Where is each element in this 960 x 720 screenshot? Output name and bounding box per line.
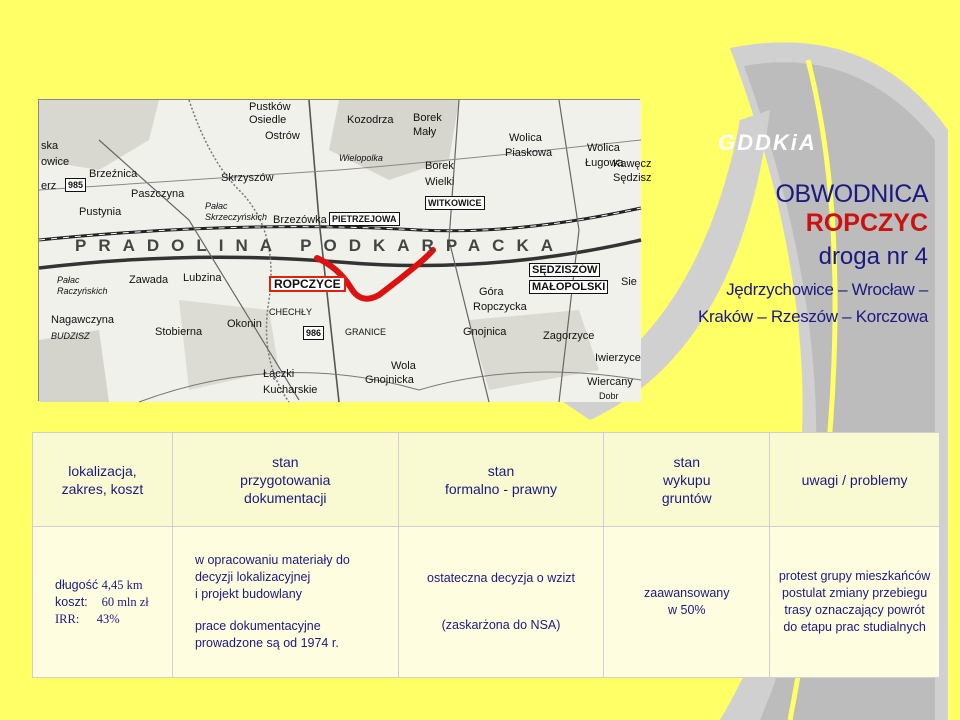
- cell-land-purchase: zaawansowany w 50%: [604, 527, 770, 678]
- cell-location: [33, 527, 173, 678]
- map-label: Łączki: [263, 368, 295, 380]
- map-label: Wielki: [425, 176, 455, 188]
- map-label: Zawada: [129, 274, 169, 286]
- map-label: Pałac: [57, 275, 80, 285]
- map-label: BUDZISZ: [51, 331, 90, 341]
- table-header-row: [33, 433, 940, 527]
- map-label: Zagorzyce: [543, 330, 595, 342]
- map-label: Góra: [479, 286, 504, 298]
- title-line2: ROPCZYC: [805, 209, 928, 237]
- cell-documentation: w opracowaniu materiały do decyzji lokalizacyjnej i projekt budowlany prace dokumentacyjne prowadzone są od 1974 r.: [172, 527, 398, 678]
- map-label: Sędzisz: [613, 172, 652, 184]
- map-label: Ropczycka: [473, 301, 527, 313]
- location-map: [38, 99, 652, 401]
- table-row: [33, 527, 940, 678]
- map-label: MAŁOPOLSKI: [529, 280, 608, 294]
- gddkia-logo: GDDKiA: [718, 130, 817, 155]
- map-label: Dobr: [599, 391, 619, 401]
- map-label: Paszczyna: [131, 188, 185, 200]
- ropczyce-label: ROPCZYCE: [269, 276, 346, 292]
- map-label: Mały: [413, 126, 437, 138]
- map-label: Iwierzyce: [595, 352, 641, 364]
- cell-notes: protest grupy mieszkańców postulat zmiany przebiegu trasy oznaczający powrót do etapu prac studialnych: [770, 527, 940, 678]
- title-block: [668, 180, 928, 328]
- map-label: Okonin: [227, 318, 262, 330]
- header-notes: uwagi / problemy: [770, 433, 940, 527]
- status-table: [32, 432, 940, 678]
- map-label: Pustynia: [79, 206, 122, 218]
- map-label: PIETRZEJOWA: [329, 212, 400, 226]
- header-documentation: stan przygotowania dokumentacji: [172, 433, 398, 527]
- irr-value: 43%: [96, 611, 120, 626]
- route-line2: Kraków – Rzeszów – Korczowa: [698, 307, 928, 326]
- length-label: długość: [55, 577, 99, 592]
- map-label: Skrzyszów: [221, 172, 274, 184]
- map-label: Stobierna: [155, 326, 203, 338]
- cost-value: 60 mln zł: [101, 594, 149, 609]
- header-formal-legal: stan formalno - prawny: [398, 433, 604, 527]
- road-number-badge: 985: [65, 178, 86, 192]
- map-label: Wolica: [587, 142, 620, 154]
- map-label: Borek: [425, 160, 454, 172]
- map-label: Wola: [391, 360, 416, 372]
- map-label: Kozodrza: [347, 114, 394, 126]
- region-band-label: PRADOLINA PODKARPACKA: [75, 236, 565, 255]
- map-label: Wolica: [509, 132, 542, 144]
- map-label: Wielopolka: [339, 153, 383, 163]
- route-line1: Jędrzychowice – Wrocław –: [726, 280, 928, 299]
- map-label: owice: [41, 156, 70, 168]
- map-label: Pałac: [205, 201, 228, 211]
- map-label: Piaskowa: [505, 147, 553, 159]
- map-label: WITKOWICE: [425, 196, 485, 210]
- map-label: erz: [41, 180, 57, 192]
- map-label: Kawęcz: [613, 158, 652, 170]
- map-label: Brzezówka: [273, 214, 327, 226]
- road-number: droga nr 4: [818, 243, 928, 270]
- map-label: CHECHŁY: [269, 307, 313, 317]
- map-label: ska: [41, 140, 59, 152]
- map-label: Nagawczyna: [51, 314, 114, 326]
- map-label: Gnojnicka: [365, 374, 414, 386]
- map-label: Brzeźnica: [89, 168, 138, 180]
- map-label: Sie: [621, 276, 637, 288]
- map-label: Kucharskie: [263, 384, 318, 396]
- cost-label: koszt:: [55, 594, 88, 609]
- map-label: Wiercany: [587, 376, 633, 388]
- map-label: Gnojnica: [463, 326, 507, 338]
- header-land-purchase: stan wykupu gruntów: [604, 433, 770, 527]
- map-label: Osiedle: [249, 114, 287, 126]
- cell-formal-legal: ostateczna decyzja o wzizt (zaskarżona do NSA): [398, 527, 604, 678]
- road-number-badge: 986: [303, 326, 324, 340]
- map-label: Skrzeczyńskich: [205, 212, 268, 222]
- map-label: Borek: [413, 112, 442, 124]
- map-label: GRANICE: [345, 327, 387, 337]
- map-label: Pustków: [249, 101, 291, 113]
- irr-label: IRR:: [55, 611, 80, 626]
- map-label: Raczyńskich: [57, 286, 108, 296]
- title-line1: OBWODNICA: [775, 180, 928, 208]
- map-label: Lubzina: [183, 272, 222, 284]
- map-label: SĘDZISZÓW: [529, 263, 600, 277]
- header-location: lokalizacja, zakres, koszt: [33, 433, 173, 527]
- length-value: 4,45 km: [101, 577, 143, 592]
- map-label: Ostrów: [265, 130, 300, 142]
- map-label: Ługowa: [585, 157, 624, 169]
